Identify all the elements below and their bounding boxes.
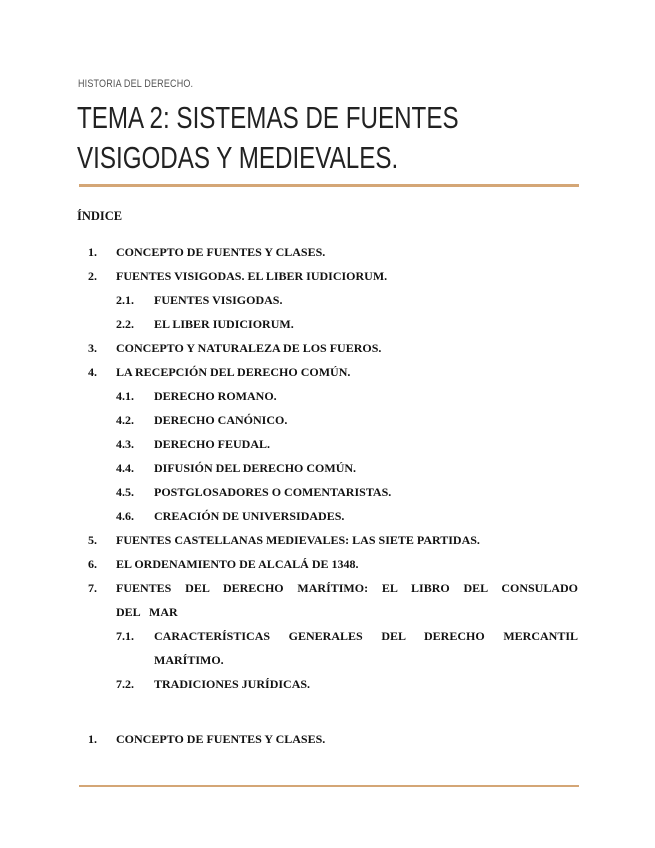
toc-subitem	[0, 480, 655, 504]
toc-item-number: 5.	[88, 533, 97, 547]
toc-item-text: POSTGLOSADORES O COMENTARISTAS.	[154, 485, 392, 499]
toc-item-text: CONCEPTO DE FUENTES Y CLASES.	[116, 245, 326, 259]
toc-item-text: FUENTES DEL DERECHO MARÍTIMO: EL LIBRO DEL CONSULADO DEL MAR	[116, 581, 578, 619]
toc-item-text: FUENTES VISIGODAS. EL LIBER IUDICIORUM.	[116, 269, 388, 283]
toc-item	[0, 264, 655, 288]
toc-item-number: 4.1.	[116, 389, 134, 403]
toc-item-text: DERECHO ROMANO.	[154, 389, 277, 403]
toc-item	[0, 528, 655, 552]
toc-item	[0, 336, 655, 360]
toc-item-text: DIFUSIÓN DEL DERECHO COMÚN.	[154, 461, 357, 475]
toc-item-number: 3.	[88, 341, 97, 355]
toc-subitem	[0, 384, 655, 408]
section-title: CONCEPTO DE FUENTES Y CLASES.	[116, 732, 326, 746]
toc-item-number: 4.6.	[116, 509, 134, 523]
toc-item-number: 4.5.	[116, 485, 134, 499]
toc-subitem	[0, 456, 655, 480]
toc-subitem	[0, 408, 655, 432]
toc-item	[0, 240, 655, 264]
toc-subitem	[0, 312, 655, 336]
header-divider	[79, 184, 579, 187]
index-heading: ÍNDICE	[77, 209, 123, 223]
toc-item-text: FUENTES VISIGODAS.	[154, 293, 283, 307]
toc-item-number: 4.2.	[116, 413, 134, 427]
page-title: TEMA 2: SISTEMAS DE FUENTES VISIGODAS Y MEDIEVALES.	[77, 100, 459, 175]
toc-item-text: TRADICIONES JURÍDICAS.	[154, 677, 311, 691]
toc-item-text: DERECHO CANÓNICO.	[154, 413, 288, 427]
toc-item-number: 7.	[88, 581, 97, 595]
footer-divider	[79, 785, 579, 787]
toc-item-number: 2.2.	[116, 317, 134, 331]
toc-item-text: EL LIBER IUDICIORUM.	[154, 317, 294, 331]
toc-item-text: EL ORDENAMIENTO DE ALCALÁ DE 1348.	[116, 557, 359, 571]
toc-item-number: 7.2.	[116, 677, 134, 691]
toc-item-number: 2.	[88, 269, 97, 283]
section-number: 1.	[88, 732, 97, 746]
toc-item-number: 2.1.	[116, 293, 134, 307]
toc-item-number: 4.3.	[116, 437, 134, 451]
toc-subitem	[0, 624, 655, 672]
toc-item	[0, 576, 655, 624]
toc-item-number: 1.	[88, 245, 97, 259]
toc-item	[0, 360, 655, 384]
toc-item-number: 6.	[88, 557, 97, 571]
toc-item-text: CREACIÓN DE UNIVERSIDADES.	[154, 509, 345, 523]
toc-item	[0, 552, 655, 576]
table-of-contents	[0, 240, 655, 696]
toc-subitem	[0, 288, 655, 312]
toc-item-number: 7.1.	[116, 629, 134, 643]
toc-item-text: LA RECEPCIÓN DEL DERECHO COMÚN.	[116, 365, 351, 379]
document-subject: HISTORIA DEL DERECHO.	[78, 78, 194, 90]
toc-item-text: CONCEPTO Y NATURALEZA DE LOS FUEROS.	[116, 341, 382, 355]
toc-subitem	[0, 504, 655, 528]
toc-item-text: CARACTERÍSTICAS GENERALES DEL DERECHO MERCANTIL MARÍTIMO.	[154, 629, 578, 667]
toc-subitem	[0, 672, 655, 696]
toc-item-number: 4.4.	[116, 461, 134, 475]
toc-item-text: FUENTES CASTELLANAS MEDIEVALES: LAS SIETE PARTIDAS.	[116, 533, 480, 547]
toc-subitem	[0, 432, 655, 456]
toc-item-number: 4.	[88, 365, 97, 379]
toc-item-text: DERECHO FEUDAL.	[154, 437, 271, 451]
